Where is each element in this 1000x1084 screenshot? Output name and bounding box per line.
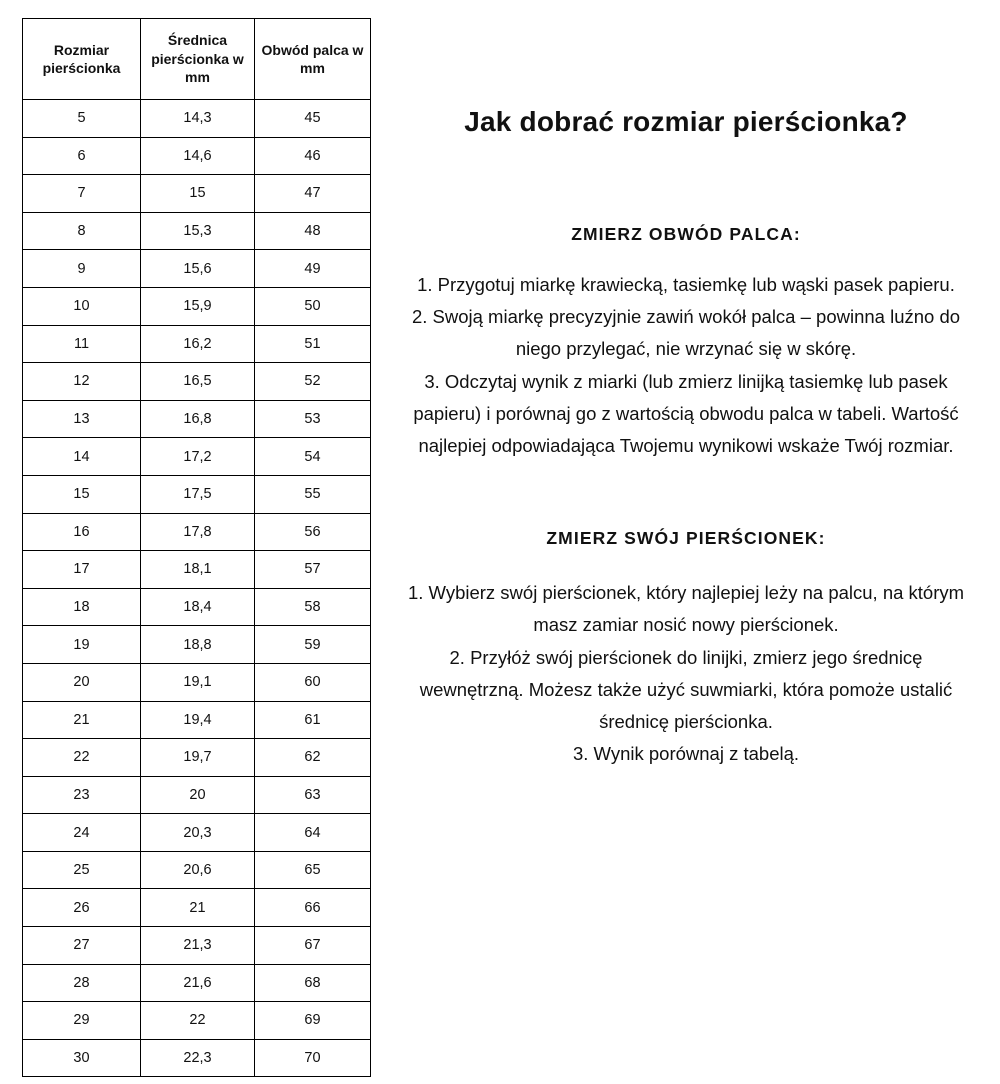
cell-finger-circumference: 49 bbox=[255, 250, 371, 288]
table-row bbox=[23, 701, 371, 739]
cell-finger-circumference: 62 bbox=[255, 739, 371, 777]
cell-ring-diameter: 20,6 bbox=[141, 851, 255, 889]
cell-ring-diameter: 22,3 bbox=[141, 1039, 255, 1077]
size-table-container bbox=[22, 18, 372, 1077]
cell-ring-size: 13 bbox=[23, 400, 141, 438]
ring-size-table bbox=[22, 18, 371, 1077]
cell-finger-circumference: 53 bbox=[255, 400, 371, 438]
cell-ring-size: 16 bbox=[23, 513, 141, 551]
cell-ring-diameter: 18,4 bbox=[141, 588, 255, 626]
cell-ring-size: 10 bbox=[23, 287, 141, 325]
cell-finger-circumference: 54 bbox=[255, 438, 371, 476]
cell-ring-diameter: 16,8 bbox=[141, 400, 255, 438]
cell-ring-diameter: 19,4 bbox=[141, 701, 255, 739]
cell-finger-circumference: 50 bbox=[255, 287, 371, 325]
cell-finger-circumference: 68 bbox=[255, 964, 371, 1002]
column-header-finger-circumference: Obwód palca w mm bbox=[255, 19, 371, 100]
cell-ring-size: 17 bbox=[23, 551, 141, 589]
cell-ring-size: 5 bbox=[23, 100, 141, 138]
cell-finger-circumference: 60 bbox=[255, 663, 371, 701]
cell-ring-size: 18 bbox=[23, 588, 141, 626]
table-header-row bbox=[23, 19, 371, 100]
table-row bbox=[23, 325, 371, 363]
table-row bbox=[23, 513, 371, 551]
cell-finger-circumference: 46 bbox=[255, 137, 371, 175]
table-row bbox=[23, 250, 371, 288]
list-item: 3. Wynik porównaj z tabelą. bbox=[572, 743, 800, 765]
table-row bbox=[23, 287, 371, 325]
table-row bbox=[23, 212, 371, 250]
instructions-panel bbox=[372, 18, 986, 770]
section-heading-measure-ring: ZMIERZ SWÓJ PIERŚCIONEK: bbox=[546, 528, 826, 549]
table-row bbox=[23, 363, 371, 401]
cell-ring-size: 14 bbox=[23, 438, 141, 476]
table-row bbox=[23, 851, 371, 889]
cell-finger-circumference: 52 bbox=[255, 363, 371, 401]
list-item: 3. Odczytaj wynik z miarki (lub zmierz linijką tasiemkę lub pasek papieru) i porównaj go z wartością obwodu palca w tabeli. Wartość najlepiej odpowiadająca Twojemu wynikowi wskaże Twój rozmiar. bbox=[413, 370, 959, 456]
cell-finger-circumference: 64 bbox=[255, 814, 371, 852]
cell-ring-diameter: 21 bbox=[141, 889, 255, 927]
cell-ring-diameter: 19,7 bbox=[141, 739, 255, 777]
cell-ring-size: 27 bbox=[23, 927, 141, 965]
cell-ring-size: 25 bbox=[23, 851, 141, 889]
table-row bbox=[23, 626, 371, 664]
table-row bbox=[23, 1002, 371, 1040]
table-row bbox=[23, 551, 371, 589]
cell-finger-circumference: 59 bbox=[255, 626, 371, 664]
cell-finger-circumference: 69 bbox=[255, 1002, 371, 1040]
cell-ring-diameter: 21,3 bbox=[141, 927, 255, 965]
cell-ring-size: 11 bbox=[23, 325, 141, 363]
cell-finger-circumference: 56 bbox=[255, 513, 371, 551]
cell-finger-circumference: 65 bbox=[255, 851, 371, 889]
cell-finger-circumference: 61 bbox=[255, 701, 371, 739]
cell-ring-size: 20 bbox=[23, 663, 141, 701]
table-row bbox=[23, 889, 371, 927]
cell-ring-size: 8 bbox=[23, 212, 141, 250]
cell-finger-circumference: 45 bbox=[255, 100, 371, 138]
table-row bbox=[23, 475, 371, 513]
cell-ring-diameter: 20,3 bbox=[141, 814, 255, 852]
cell-ring-diameter: 15 bbox=[141, 175, 255, 213]
cell-ring-size: 29 bbox=[23, 1002, 141, 1040]
cell-ring-size: 19 bbox=[23, 626, 141, 664]
column-header-ring-size: Rozmiar pierścionka bbox=[23, 19, 141, 100]
table-row bbox=[23, 100, 371, 138]
table-body bbox=[23, 100, 371, 1077]
cell-finger-circumference: 55 bbox=[255, 475, 371, 513]
cell-ring-size: 23 bbox=[23, 776, 141, 814]
cell-finger-circumference: 57 bbox=[255, 551, 371, 589]
table-row bbox=[23, 438, 371, 476]
page-title: Jak dobrać rozmiar pierścionka? bbox=[464, 106, 908, 137]
table-header bbox=[23, 19, 371, 100]
cell-ring-diameter: 14,3 bbox=[141, 100, 255, 138]
cell-ring-size: 6 bbox=[23, 137, 141, 175]
table-row bbox=[23, 588, 371, 626]
cell-ring-diameter: 14,6 bbox=[141, 137, 255, 175]
cell-ring-size: 12 bbox=[23, 363, 141, 401]
cell-finger-circumference: 58 bbox=[255, 588, 371, 626]
cell-ring-diameter: 16,2 bbox=[141, 325, 255, 363]
cell-finger-circumference: 47 bbox=[255, 175, 371, 213]
table-row bbox=[23, 175, 371, 213]
column-header-ring-diameter: Średnica pierścionka w mm bbox=[141, 19, 255, 100]
cell-ring-diameter: 18,8 bbox=[141, 626, 255, 664]
cell-ring-diameter: 20 bbox=[141, 776, 255, 814]
list-item: 1. Przygotuj miarkę krawiecką, tasiemkę lub wąski pasek papieru. bbox=[417, 274, 955, 295]
cell-ring-diameter: 15,3 bbox=[141, 212, 255, 250]
cell-ring-size: 24 bbox=[23, 814, 141, 852]
table-row bbox=[23, 776, 371, 814]
table-row bbox=[23, 964, 371, 1002]
table-row bbox=[23, 814, 371, 852]
cell-ring-size: 26 bbox=[23, 889, 141, 927]
table-row bbox=[23, 400, 371, 438]
table-row bbox=[23, 663, 371, 701]
cell-ring-diameter: 18,1 bbox=[141, 551, 255, 589]
cell-ring-diameter: 15,9 bbox=[141, 287, 255, 325]
cell-ring-diameter: 19,1 bbox=[141, 663, 255, 701]
table-row bbox=[23, 1039, 371, 1077]
section-heading-measure-finger: ZMIERZ OBWÓD PALCA: bbox=[571, 224, 801, 244]
cell-ring-diameter: 17,5 bbox=[141, 475, 255, 513]
table-row bbox=[23, 137, 371, 175]
cell-ring-diameter: 17,8 bbox=[141, 513, 255, 551]
cell-ring-size: 15 bbox=[23, 475, 141, 513]
cell-ring-size: 28 bbox=[23, 964, 141, 1002]
table-row bbox=[23, 927, 371, 965]
cell-ring-size: 9 bbox=[23, 250, 141, 288]
cell-finger-circumference: 63 bbox=[255, 776, 371, 814]
cell-ring-diameter: 15,6 bbox=[141, 250, 255, 288]
cell-ring-size: 7 bbox=[23, 175, 141, 213]
cell-ring-diameter: 21,6 bbox=[141, 964, 255, 1002]
cell-finger-circumference: 70 bbox=[255, 1039, 371, 1077]
steps-measure-ring bbox=[406, 577, 966, 770]
steps-measure-finger bbox=[406, 269, 966, 462]
list-item: 1. Wybierz swój pierścionek, który najlepiej leży na palcu, na którym masz zamiar nosić nowy pierścionek. bbox=[407, 582, 965, 636]
cell-finger-circumference: 67 bbox=[255, 927, 371, 965]
cell-finger-circumference: 51 bbox=[255, 325, 371, 363]
cell-finger-circumference: 48 bbox=[255, 212, 371, 250]
cell-ring-diameter: 22 bbox=[141, 1002, 255, 1040]
list-item: 2. Swoją miarkę precyzyjnie zawiń wokół palca – powinna luźno do niego przylegać, nie wrzynać się w skórę. bbox=[411, 306, 961, 360]
cell-ring-diameter: 16,5 bbox=[141, 363, 255, 401]
cell-finger-circumference: 66 bbox=[255, 889, 371, 927]
cell-ring-size: 30 bbox=[23, 1039, 141, 1077]
cell-ring-size: 22 bbox=[23, 739, 141, 777]
cell-ring-size: 21 bbox=[23, 701, 141, 739]
list-item: 2. Przyłóż swój pierścionek do linijki, zmierz jego średnicę wewnętrzną. Możesz także użyć suwmiarki, która pomoże ustalić średnicę pierścionka. bbox=[419, 646, 953, 732]
cell-ring-diameter: 17,2 bbox=[141, 438, 255, 476]
table-row bbox=[23, 739, 371, 777]
